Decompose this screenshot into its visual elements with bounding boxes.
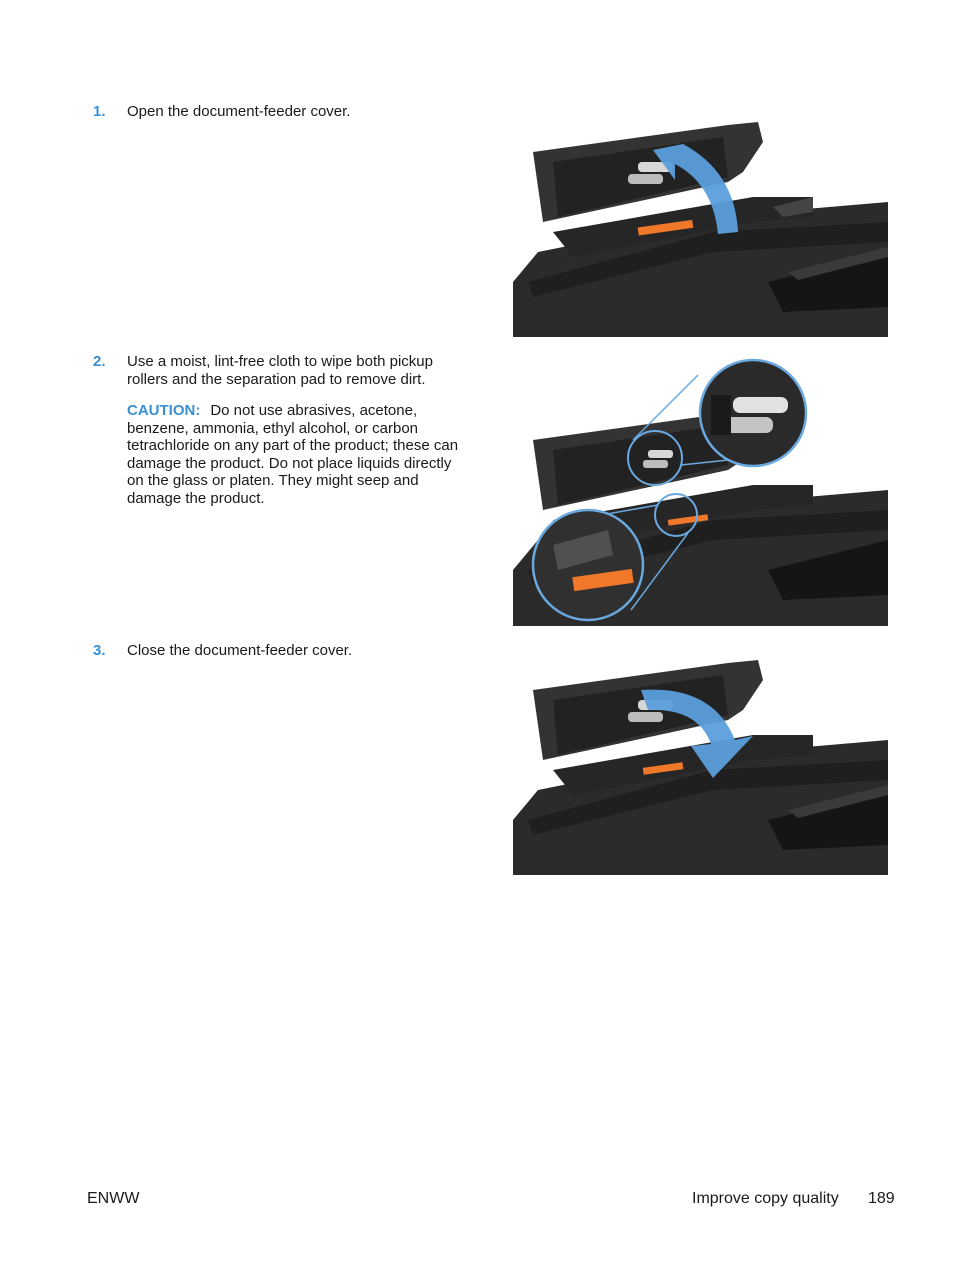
step-3-text: Close the document-feeder cover.: [127, 642, 353, 659]
footer-left: ENWW: [87, 1190, 140, 1207]
step-1-text: Open the document-feeder cover.: [127, 103, 351, 120]
caution-note: [127, 402, 467, 508]
illustration-clean-rollers: [513, 355, 888, 626]
step-3-number: 3.: [93, 642, 106, 659]
caution-label: CAUTION:: [127, 402, 201, 419]
illustration-close-cover: [513, 660, 888, 875]
footer-section: Improve copy quality: [692, 1190, 839, 1207]
page-number: 189: [868, 1190, 895, 1207]
step-2-text: Use a moist, lint-free cloth to wipe both pickup rollers and the separation pad to remove dirt.: [127, 353, 433, 388]
caution-text: Do not use abrasives, acetone, benzene, ammonia, ethyl alcohol, or carbon tetrachloride on any part of the product; these can damage the product. Do not place liquids directly on the glass or platen. They might seep and damage the product.: [127, 402, 459, 507]
step-2-number: 2.: [93, 353, 106, 370]
step-1-number: 1.: [93, 103, 106, 120]
pad-zoom: [533, 510, 643, 620]
illustration-open-cover: [513, 122, 888, 337]
